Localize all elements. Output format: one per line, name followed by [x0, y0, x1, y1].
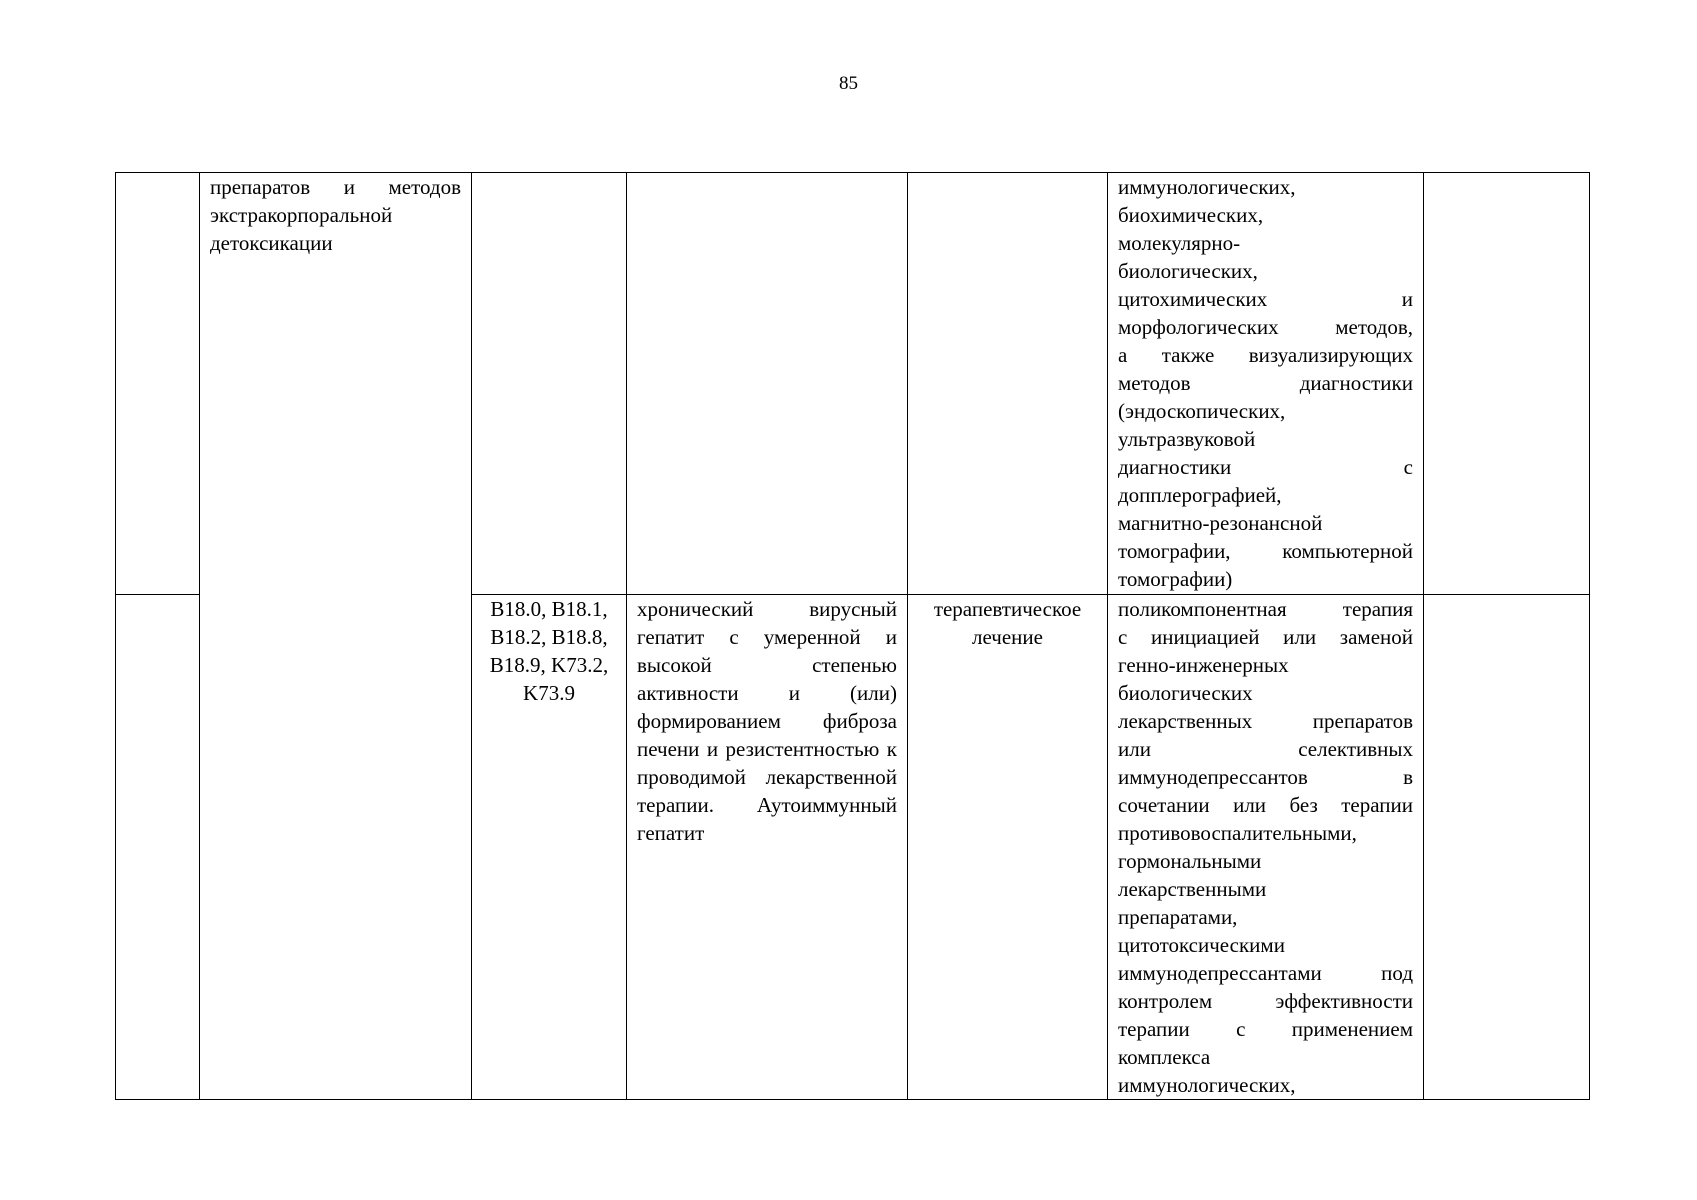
method-line: допплерографией,: [1118, 483, 1282, 507]
method-line: биологических,: [1118, 259, 1258, 283]
cost-cell: [1424, 173, 1590, 595]
table-row: [116, 173, 1590, 595]
cost-cell: [1424, 595, 1590, 1100]
method-line: иммунодепрессантов в: [1118, 765, 1413, 789]
method-line: терапии с применением: [1118, 1017, 1413, 1041]
row-number-cell: [116, 173, 200, 595]
method-line: иммунодепрессантами под: [1118, 961, 1413, 985]
method-line: цитохимических и: [1118, 287, 1413, 311]
method-line: комплекса: [1118, 1045, 1211, 1069]
treatment-type-cell: [908, 173, 1108, 595]
medical-care-table: [115, 172, 1590, 1100]
method-line: (эндоскопических,: [1118, 399, 1286, 423]
method-line: лекарственными: [1118, 877, 1267, 901]
method-line: гормональными: [1118, 849, 1262, 873]
method-line: диагностики с: [1118, 455, 1413, 479]
diagnosis-cell: [627, 173, 908, 595]
procedure-name-cell: препаратов и методов экстракорпоральной детоксикации: [200, 173, 472, 1100]
method-line: контролем эффективности: [1118, 989, 1413, 1013]
method-line: биологических: [1118, 681, 1253, 705]
method-line: методов диагностики: [1118, 371, 1413, 395]
method-line: морфологических методов,: [1118, 315, 1413, 339]
treatment-method-cell: [1108, 595, 1424, 1100]
method-line: ультразвуковой: [1118, 427, 1256, 451]
method-line: иммунологических,: [1118, 175, 1296, 199]
treatment-method-cell: [1108, 173, 1424, 595]
method-line: или селективных: [1118, 737, 1413, 761]
diagnosis-cell: хронический вирусный гепатит с умеренной и высокой степенью активности и (или) формированием фиброза печени и резистентностью к проводимой лекарственной терапии. Аутоиммунный гепатит: [627, 595, 908, 1100]
method-line: препаратами,: [1118, 905, 1238, 929]
method-line: магнитно-резонансной: [1118, 511, 1323, 535]
method-line: иммунологических,: [1118, 1073, 1296, 1097]
method-line: сочетании или без терапии: [1118, 793, 1413, 817]
method-line: молекулярно-: [1118, 231, 1241, 255]
row-number-cell: [116, 595, 200, 1100]
method-line: противовоспалительными,: [1118, 821, 1357, 845]
method-line: лекарственных препаратов: [1118, 709, 1413, 733]
method-line: с инициацией или заменой: [1118, 625, 1413, 649]
page-number: 85: [839, 73, 858, 94]
method-line: томографии, компьютерной: [1118, 539, 1413, 563]
method-line: генно-инженерных: [1118, 653, 1289, 677]
method-line: биохимических,: [1118, 203, 1264, 227]
method-line: томографии): [1118, 567, 1233, 591]
codes-cell: B18.0, B18.1, B18.2, B18.8, B18.9, K73.2, K73.9: [472, 595, 627, 1100]
method-line: а также визуализирующих: [1118, 343, 1413, 367]
method-line: поликомпонентная терапия: [1118, 597, 1413, 621]
treatment-type-cell: терапевтическое лечение: [908, 595, 1108, 1100]
codes-cell: [472, 173, 627, 595]
method-line: цитотоксическими: [1118, 933, 1285, 957]
